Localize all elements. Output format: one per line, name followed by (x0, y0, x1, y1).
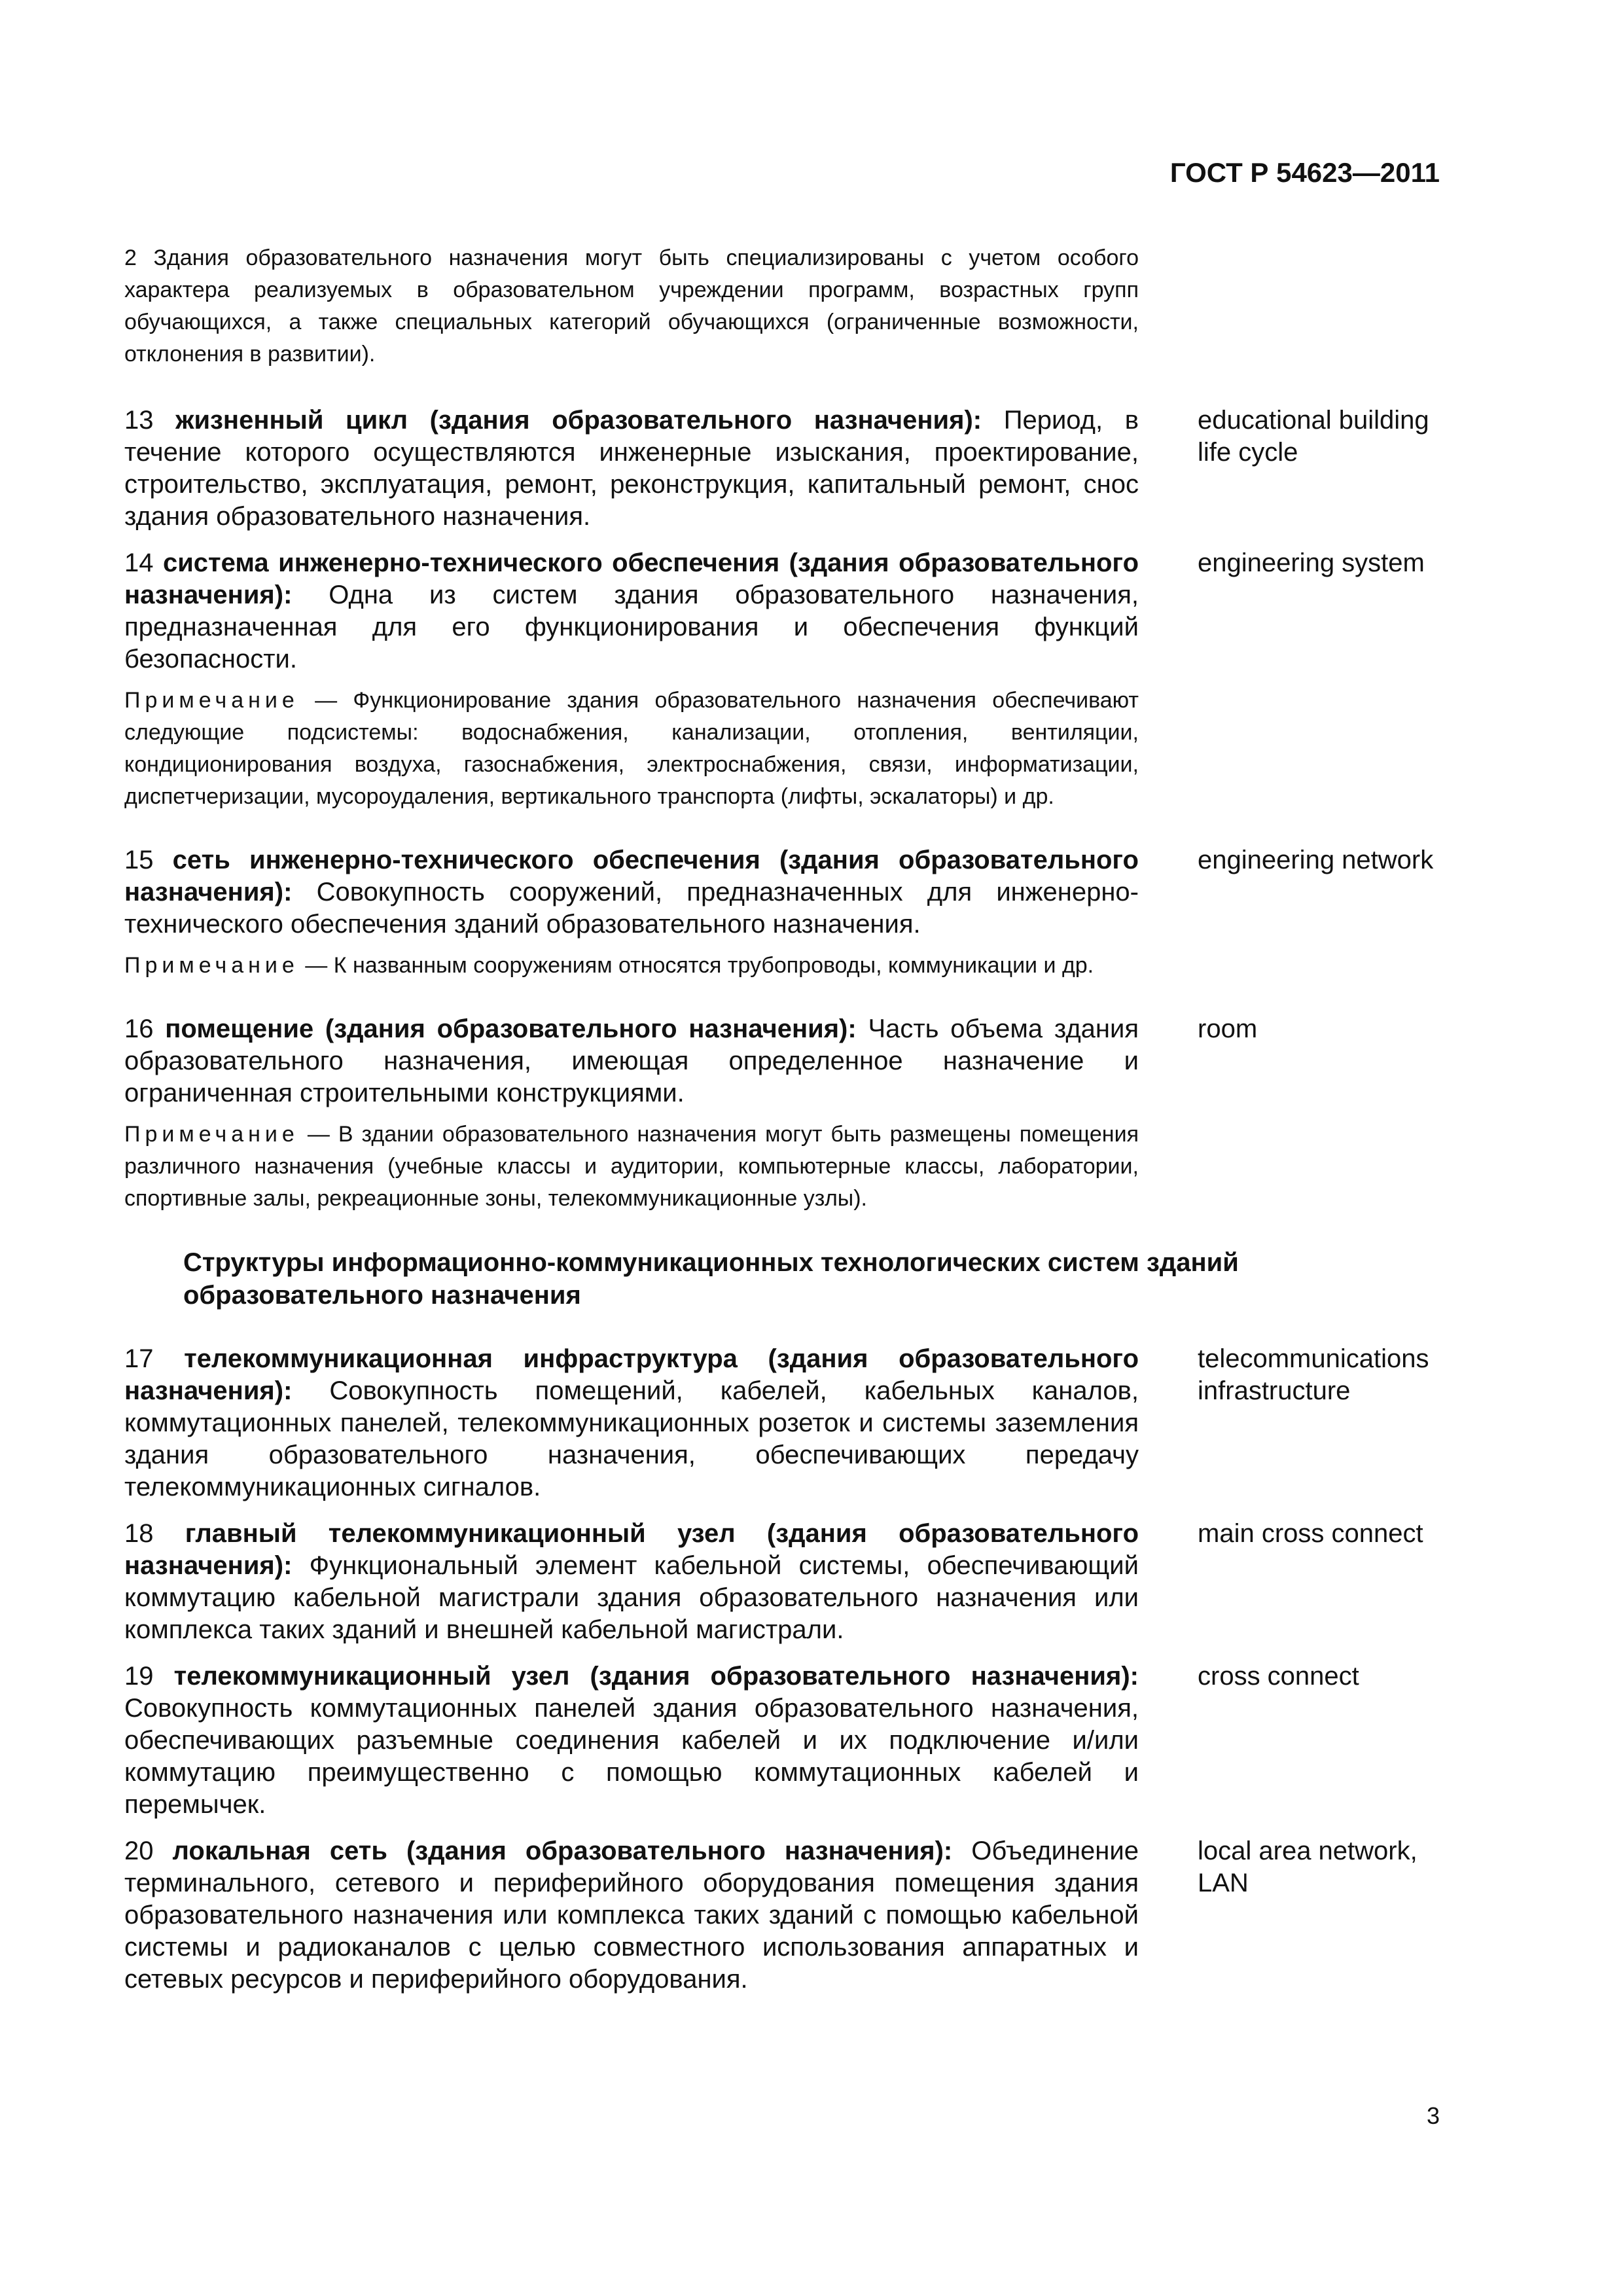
english-equivalent: engineering network (1198, 846, 1434, 874)
english-equivalent: room (1198, 1014, 1258, 1043)
term-paragraph (124, 547, 1139, 675)
term-definition: Одна из систем здания образовательного назначения, предназначенная для его функционирования и обеспечения функций безопасности. (124, 581, 1139, 673)
term-number: 20 (124, 1837, 154, 1865)
term-number: 17 (124, 1344, 154, 1373)
term-note: Примечание — К названным сооружениям относятся трубопроводы, коммуникации и др. (124, 953, 1094, 978)
note-text: В здании образовательного назначения могут быть размещены помещения различного назначения (учебные классы и аудитории, компьютерные классы, лаборатории, спортивные залы, рекреационные зоны, телекоммуникационные узлы). (124, 1122, 1139, 1211)
term-number: 13 (124, 406, 154, 435)
term-number: 18 (124, 1519, 154, 1548)
term-paragraph (124, 1518, 1139, 1646)
term-number: 19 (124, 1662, 154, 1691)
term-paragraph (124, 1343, 1139, 1503)
term-name: телекоммуникационная инфраструктура (здания образовательного назначения): (124, 1344, 1139, 1405)
term-paragraph (124, 404, 1139, 533)
note-label: Примечание (124, 953, 299, 978)
term-definition: Совокупность помещений, кабелей, кабельных каналов, коммутационных панелей, телекоммуникационных розеток и системы заземления здания образовательного назначения, обеспечивающих передачу телекоммуникационных сигналов. (124, 1376, 1139, 1501)
section-title: Структуры информационно-коммуникационных технологических систем зданий образовательного назначения (183, 1248, 1239, 1310)
term-name: жизненный цикл (здания образовательного назначения): (175, 406, 982, 435)
term-definition: Объединение терминального, сетевого и периферийного оборудования помещения здания образовательного назначения или комплекса таких зданий с помощью кабельной системы и радиоканалов с целью совместного использования аппаратных и сетевых ресурсов и периферийного оборудования. (124, 1837, 1139, 1994)
term-name: телекоммуникационный узел (здания образовательного назначения): (173, 1662, 1139, 1691)
english-equivalent: telecommunications infrastructure (1198, 1344, 1429, 1405)
term-entry-17 (124, 1343, 1440, 1503)
term-name: сеть инженерно-технического обеспечения (здания образовательного назначения): (124, 846, 1139, 906)
page-content (124, 242, 1440, 1996)
document-code: ГОСТ Р 54623—2011 (1169, 157, 1440, 188)
term-number: 14 (124, 548, 154, 577)
term-entry-16 (124, 1013, 1440, 1215)
term-entry-15 (124, 844, 1440, 982)
term-entry-14 (124, 547, 1440, 813)
note-text: Функционирование здания образовательного назначения обеспечивают следующие подсистемы: водоснабжения, канализации, отопления, вентиляции, кондиционирования воздуха, газоснабжения, электроснабжения, связи, информатизации, диспетчеризации, мусороудаления, вертикального транспорта (лифты, эскалаторы) и др. (124, 688, 1139, 809)
term-definition: Совокупность сооружений, предназначенных для инженерно-технического обеспечения зданий образовательного назначения. (124, 878, 1139, 939)
term-number: 16 (124, 1014, 154, 1043)
term-name: система инженерно-технического обеспечения (здания образовательного назначения): (124, 548, 1139, 609)
term-entry-18 (124, 1518, 1440, 1646)
term-note: Примечание — Функционирование здания образовательного назначения обеспечивают следующие подсистемы: водоснабжения, канализации, отопления, вентиляции, кондиционирования воздуха, газоснабжения, электроснабжения, связи, информатизации, диспетчеризации, мусороудаления, вертикального транспорта (лифты, эскалаторы) и др. (124, 688, 1139, 809)
term-entry-13 (124, 404, 1440, 533)
term-paragraph (124, 844, 1139, 941)
term-definition: Совокупность коммутационных панелей здания образовательного назначения, обеспечивающих разъемные соединения кабелей и их подключение и/или коммутацию преимущественно с помощью коммутационных кабелей и перемычек. (124, 1694, 1139, 1819)
term-definition: Часть объема здания образовательного назначения, имеющая определенное назначение и ограниченная строительными конструкциями. (124, 1014, 1139, 1107)
term-paragraph (124, 1835, 1139, 1996)
page-number: 3 (1426, 2102, 1440, 2129)
english-equivalent: local area network, LAN (1198, 1837, 1418, 1897)
term-number: 15 (124, 846, 154, 874)
english-equivalent: main cross connect (1198, 1519, 1423, 1548)
english-equivalent: educational building life cycle (1198, 406, 1429, 467)
term-name: локальная сеть (здания образовательного назначения): (172, 1837, 953, 1865)
term-name: помещение (здания образовательного назначения): (165, 1014, 857, 1043)
term-entry-19 (124, 1660, 1440, 1821)
term-definition: Функциональный элемент кабельной системы, обеспечивающий коммутацию кабельной магистрали здания образовательного назначения или комплекса таких зданий и внешней кабельной магистрали. (124, 1551, 1139, 1644)
term-paragraph (124, 1013, 1139, 1109)
note-label: Примечание (124, 1122, 299, 1147)
term-definition: Период, в течение которого осуществляются инженерные изыскания, проектирование, строительство, эксплуатация, ремонт, реконструкция, капитальный ремонт, снос здания образовательного назначения. (124, 406, 1139, 531)
note-text: К названным сооружениям относятся трубопроводы, коммуникации и др. (333, 953, 1094, 978)
term-note: Примечание — В здании образовательного назначения могут быть размещены помещения различного назначения (учебные классы и аудитории, компьютерные классы, лаборатории, спортивные залы, рекреационные зоны, телекоммуникационные узлы). (124, 1122, 1139, 1211)
english-equivalent: engineering system (1198, 548, 1425, 577)
term-paragraph (124, 1660, 1139, 1821)
english-equivalent: cross connect (1198, 1662, 1359, 1691)
term-entry-20 (124, 1835, 1440, 1996)
term-name: главный телекоммуникационный узел (здания образовательного назначения): (124, 1519, 1139, 1580)
note-label: Примечание (124, 688, 299, 713)
top-note: 2 Здания образовательного назначения могут быть специализированы с учетом особого характера реализуемых в образовательном учреждении программ, возрастных групп обучающихся, а также специальных категорий обучающихся (ограниченные возможности, отклонения в развитии). (124, 245, 1139, 367)
